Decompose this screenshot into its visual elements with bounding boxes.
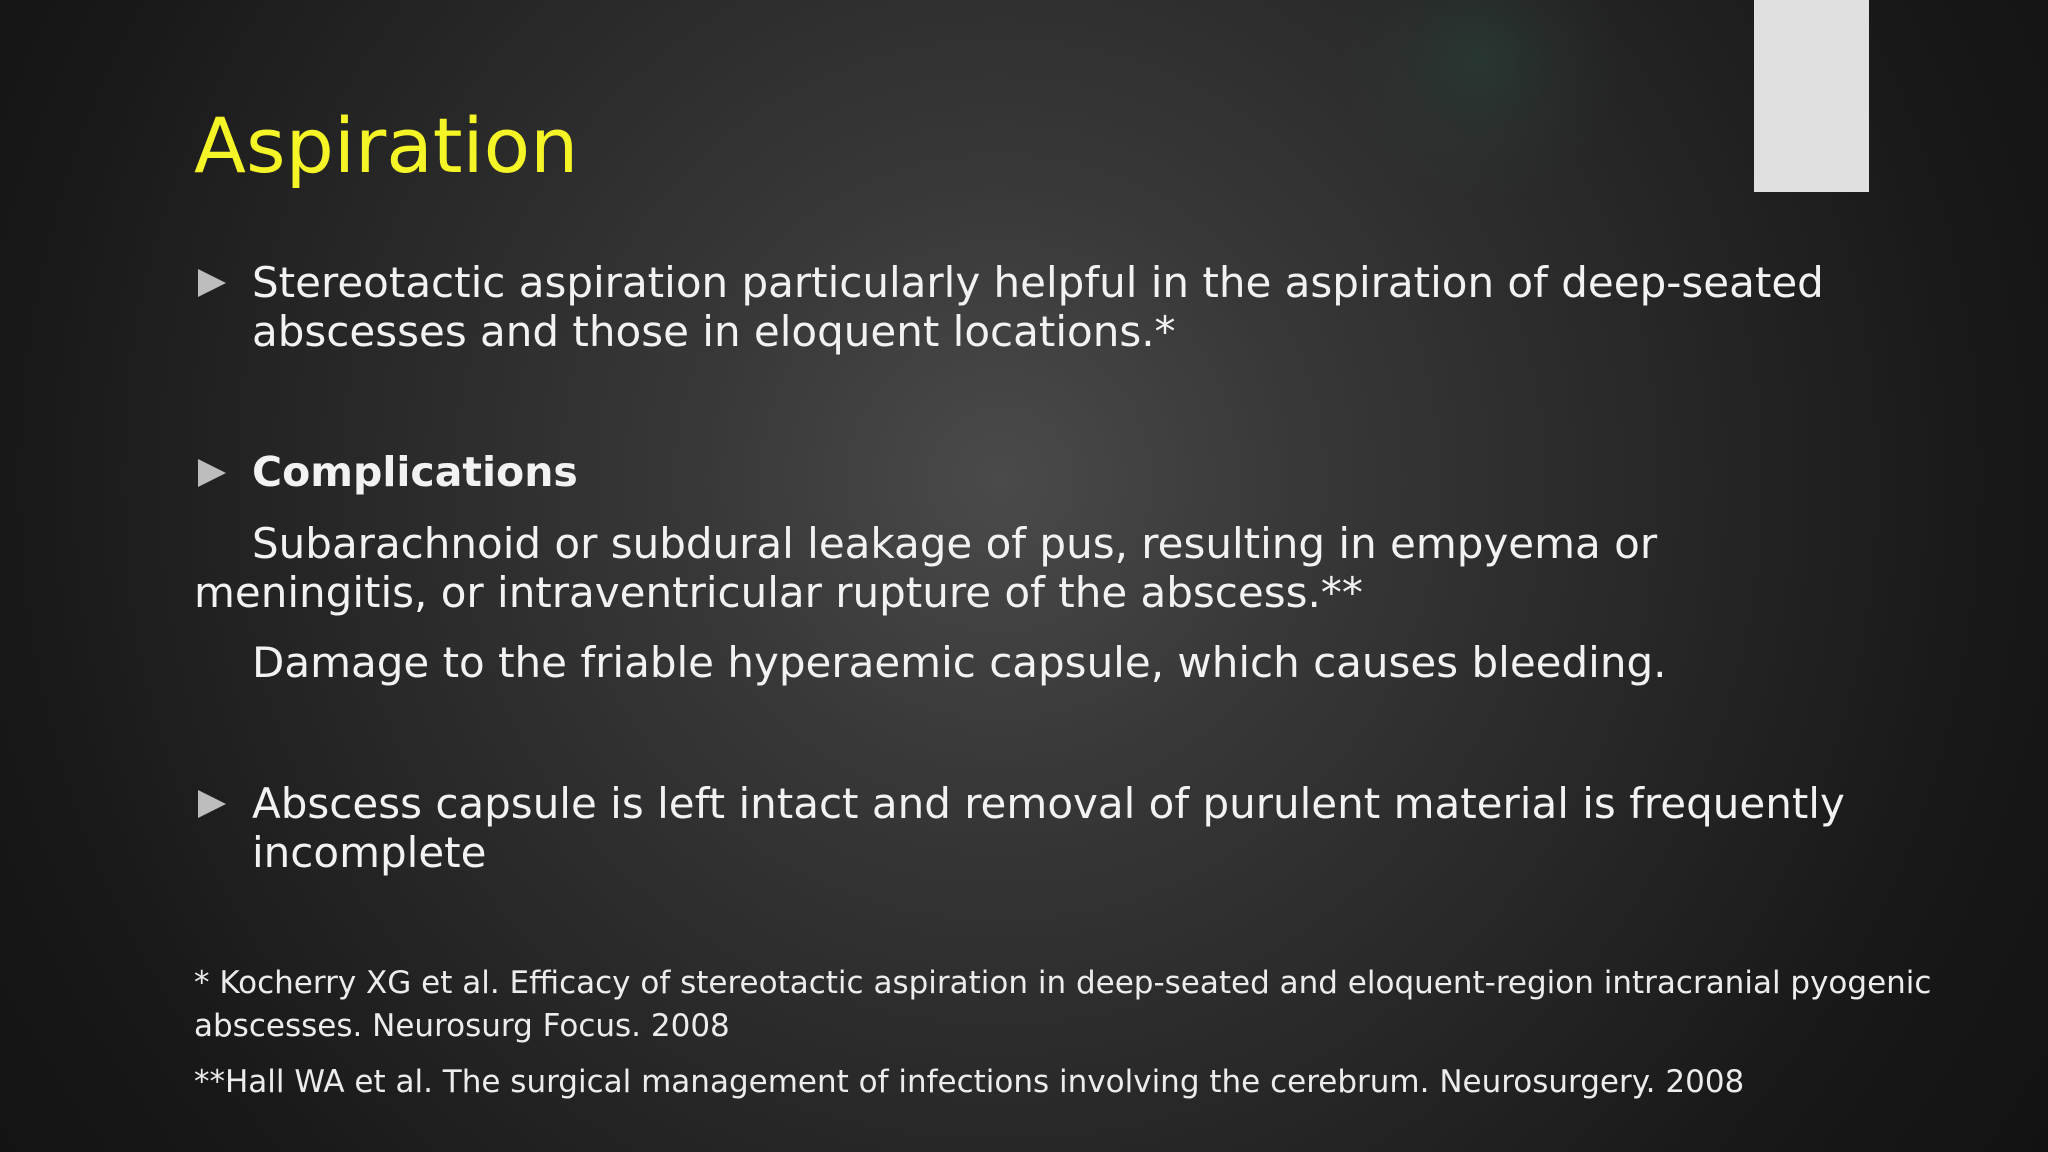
corner-block [1754, 0, 1869, 192]
bullet-triangle-icon [198, 269, 226, 297]
complications-heading: Complications [252, 448, 578, 496]
bullet-triangle-icon [198, 790, 226, 818]
paragraph-line: meningitis, or intraventricular rupture of the abscess.** [194, 568, 1363, 617]
bullet-triangle-icon [198, 459, 226, 487]
bullet-stereotactic [194, 258, 1834, 356]
complication-paragraph-damage: Damage to the friable hyperaemic capsule, which causes bleeding. [252, 638, 1667, 687]
bullet-line: Stereotactic aspiration particularly helpful in the aspiration of deep-seated [252, 258, 1824, 307]
bullet-line: incomplete [252, 828, 487, 877]
bullet-complications [194, 448, 1834, 497]
bullet-text [252, 779, 1845, 877]
bullet-line: Abscess capsule is left intact and removal of purulent material is frequently [252, 779, 1845, 828]
paragraph-line: Subarachnoid or subdural leakage of pus, resulting in empyema or [252, 519, 1658, 568]
bullet-abscess-capsule [194, 779, 1845, 877]
reference-line: * Kocherry XG et al. Efficacy of stereotactic aspiration in deep-seated and eloquent-region intracranial pyogenic [194, 965, 1932, 1001]
reference-hall [194, 1061, 1744, 1104]
reference-line: **Hall WA et al. The surgical management of infections involving the cerebrum. Neurosurgery. 2008 [194, 1064, 1745, 1100]
slide-title: Aspiration [194, 101, 579, 190]
reference-kocherry [194, 962, 1931, 1048]
complication-paragraph-leakage [194, 519, 1657, 617]
bullet-text [252, 258, 1834, 356]
reference-line: abscesses. Neurosurg Focus. 2008 [194, 1008, 730, 1044]
bullet-line: abscesses and those in eloquent locations.* [252, 307, 1176, 356]
